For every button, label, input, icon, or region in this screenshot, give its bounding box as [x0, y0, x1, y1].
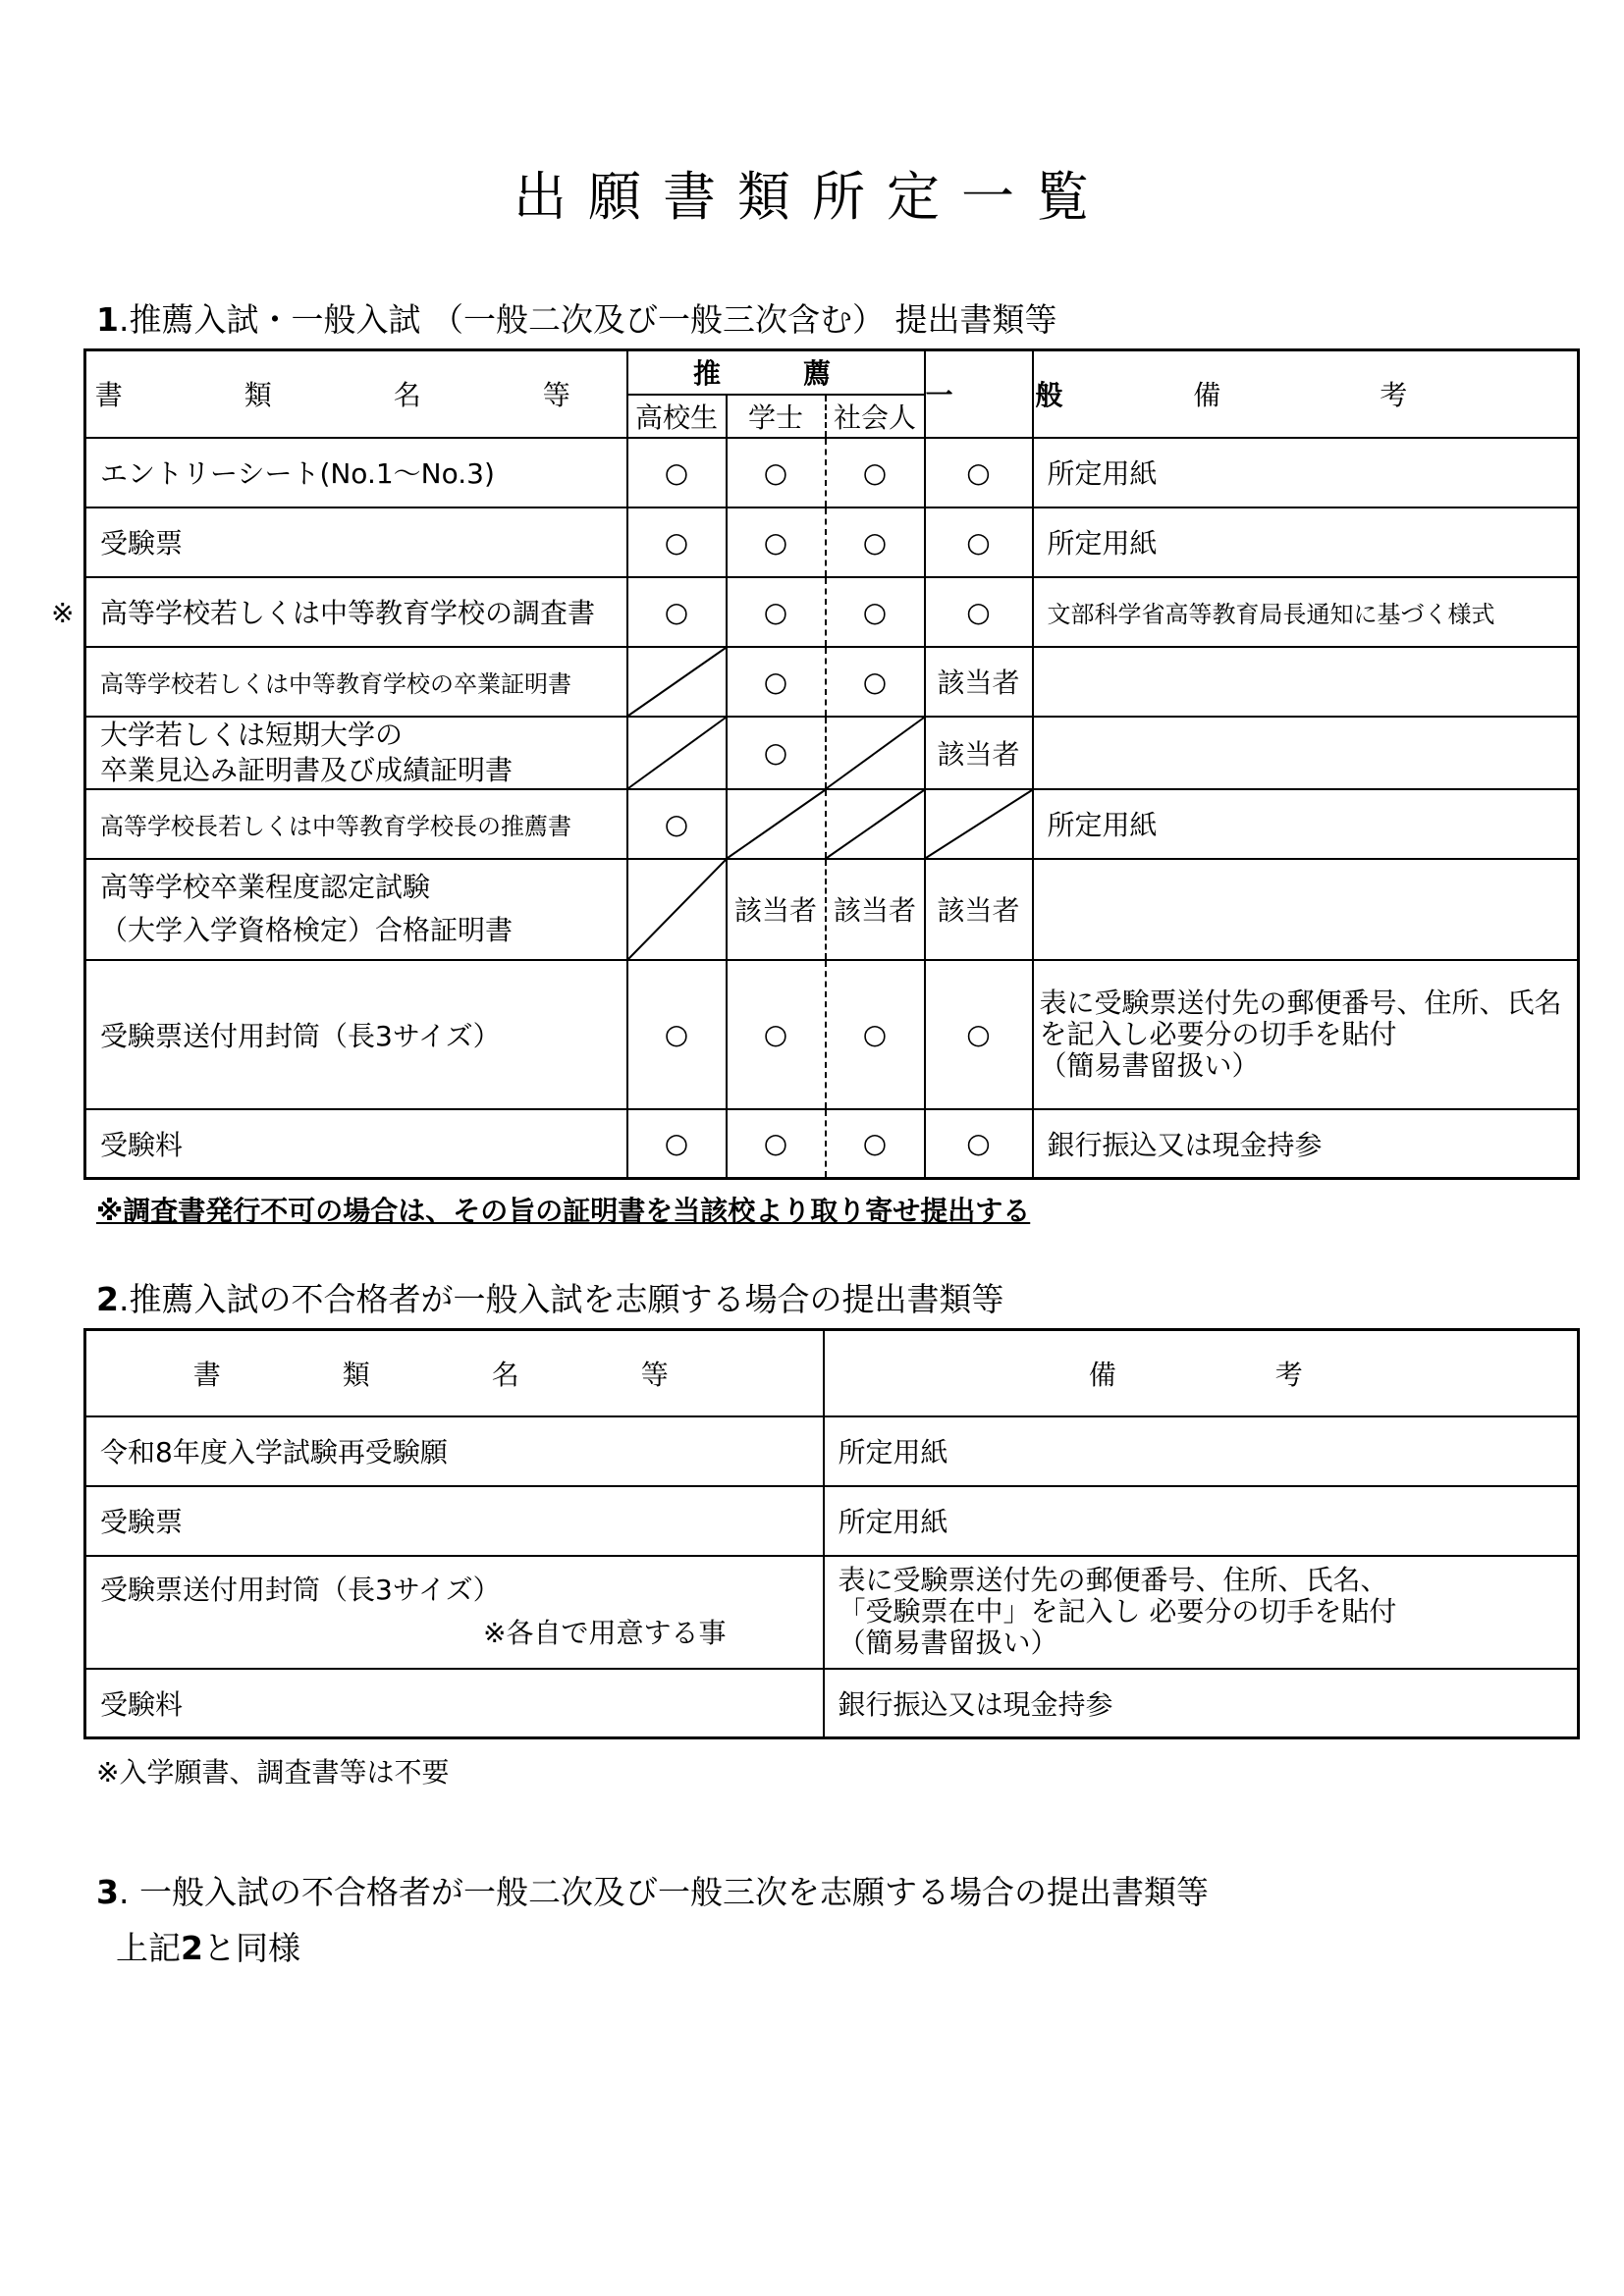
cell-ippan: 該当者 — [925, 859, 1033, 960]
table-row — [85, 1486, 1579, 1556]
section3-sub-post: と同様 — [202, 1929, 300, 1967]
cell-shakaijin: ○ — [826, 507, 925, 577]
section3-heading — [96, 1867, 1209, 1913]
cell-shakaijin-na — [826, 717, 925, 789]
remark-cell — [1033, 717, 1579, 789]
table-row — [85, 1669, 1579, 1738]
cell-gakushi-na — [727, 789, 826, 859]
cell-shakaijin-na — [826, 789, 925, 859]
header-doc-name: 書 類 名 等 — [85, 1330, 824, 1416]
cell-gakushi: ○ — [727, 577, 826, 647]
not-applicable-slash — [728, 790, 825, 858]
doc-name-cell — [85, 859, 627, 960]
section3-sub — [116, 1923, 300, 1969]
doc-name-cell: 高等学校若しくは中等教育学校の卒業証明書 — [85, 647, 627, 717]
remark-line3: （簡易書留扱い） — [1039, 1048, 1260, 1082]
section2-table — [83, 1328, 1580, 1739]
cell-koukousei: ○ — [627, 789, 727, 859]
remark-cell: 所定用紙 — [824, 1416, 1579, 1486]
not-applicable-slash — [926, 790, 1032, 858]
doc-name-cell: 受験票送付用封筒（長3サイズ） — [85, 960, 627, 1109]
doc-name-cell: 受験票 — [85, 507, 627, 577]
doc-name-cell: 受験料 — [85, 1109, 627, 1179]
table-row — [85, 1109, 1579, 1179]
cell-gakushi: ○ — [727, 717, 826, 789]
remark-line1: 表に受験票送付先の郵便番号、住所、氏名 — [1039, 986, 1562, 1019]
doc-name-line2: 卒業見込み証明書及び成績証明書 — [100, 753, 514, 786]
section1-table — [83, 348, 1580, 1180]
cell-ippan: ○ — [925, 960, 1033, 1109]
cell-gakushi: ○ — [727, 647, 826, 717]
doc-name-line1: 大学若しくは短期大学の — [100, 718, 404, 751]
cell-koukousei: ○ — [627, 438, 727, 507]
remark-cell: 所定用紙 — [824, 1486, 1579, 1556]
section2-note: ※入学願書、調査書等は不要 — [96, 1756, 450, 1789]
cell-gakushi: ○ — [727, 1109, 826, 1179]
cell-koukousei-na — [627, 717, 727, 789]
cell-koukousei: ○ — [627, 507, 727, 577]
table-row — [85, 438, 1579, 507]
not-applicable-slash — [628, 648, 726, 716]
table-row — [85, 577, 1579, 647]
remark-cell — [1033, 859, 1579, 960]
table-row — [85, 960, 1579, 1109]
doc-name-cell — [85, 1556, 824, 1669]
not-applicable-slash — [827, 718, 924, 788]
section3-sub-pre: 上記 — [116, 1929, 181, 1967]
header-gakushi: 学士 — [727, 395, 826, 438]
doc-name-cell: 高等学校長若しくは中等教育学校長の推薦書 — [85, 789, 627, 859]
doc-name-cell: エントリーシート(No.1～No.3) — [85, 438, 627, 507]
header-doc-name: 書 類 名 等 — [85, 350, 627, 438]
section1-note: ※調査書発行不可の場合は、その旨の証明書を当該校より取り寄せ提出する — [96, 1195, 1031, 1227]
remark-cell: 所定用紙 — [1033, 789, 1579, 859]
cell-koukousei-na — [627, 859, 727, 960]
cell-ippan: 該当者 — [925, 647, 1033, 717]
cell-shakaijin: ○ — [826, 1109, 925, 1179]
doc-name-cell: 受験票 — [85, 1486, 824, 1556]
doc-name-cell: 受験料 — [85, 1669, 824, 1738]
doc-name-cell: 高等学校若しくは中等教育学校の調査書 — [85, 577, 627, 647]
cell-gakushi: 該当者 — [727, 859, 826, 960]
header-koukousei: 高校生 — [627, 395, 727, 438]
remark-cell: 文部科学省高等教育局長通知に基づく様式 — [1033, 577, 1579, 647]
header-suisen: 推 薦 — [627, 350, 925, 395]
cell-shakaijin: 該当者 — [826, 859, 925, 960]
remark-cell: 銀行振込又は現金持参 — [1033, 1109, 1579, 1179]
cell-gakushi: ○ — [727, 438, 826, 507]
section3-number: 3 — [96, 1873, 119, 1911]
doc-name-line1: 高等学校卒業程度認定試験 — [100, 871, 431, 903]
doc-name-sub: ※各自で用意する事 — [483, 1617, 727, 1649]
doc-name-line1: 受験票送付用封筒（長3サイズ） — [100, 1574, 501, 1606]
cell-shakaijin: ○ — [826, 577, 925, 647]
section2-number: 2 — [96, 1280, 119, 1318]
cell-ippan: 該当者 — [925, 717, 1033, 789]
header-bikou: 備 考 — [824, 1330, 1579, 1416]
row3-asterisk: ※ — [51, 597, 75, 629]
header-ippan: 一 般 — [925, 350, 1033, 438]
doc-name-cell: 令和8年度入学試験再受験願 — [85, 1416, 824, 1486]
cell-ippan: ○ — [925, 507, 1033, 577]
cell-ippan: ○ — [925, 577, 1033, 647]
cell-shakaijin: ○ — [826, 960, 925, 1109]
cell-ippan: ○ — [925, 1109, 1033, 1179]
table-row — [85, 789, 1579, 859]
section3-sub-num: 2 — [181, 1929, 203, 1967]
section2-heading-text: .推薦入試の不合格者が一般入試を志願する場合の提出書類等 — [118, 1280, 1004, 1318]
remark-line1: 表に受験票送付先の郵便番号、住所、氏名、 — [838, 1564, 1388, 1596]
cell-gakushi: ○ — [727, 960, 826, 1109]
remark-line3: （簡易書留扱い） — [838, 1627, 1058, 1659]
doc-name-cell — [85, 717, 627, 789]
table-row — [85, 717, 1579, 789]
remark-cell — [1033, 647, 1579, 717]
section1-heading — [96, 294, 1056, 341]
table-row — [85, 647, 1579, 717]
not-applicable-slash — [827, 790, 924, 858]
section1-heading-text: .推薦入試・一般入試 （一般二次及び一般三次含む） 提出書類等 — [118, 300, 1057, 339]
section3-heading-text: . 一般入試の不合格者が一般二次及び一般三次を志願する場合の提出書類等 — [118, 1873, 1209, 1911]
cell-gakushi: ○ — [727, 507, 826, 577]
remark-cell: 所定用紙 — [1033, 507, 1579, 577]
not-applicable-slash — [628, 718, 726, 788]
remark-cell — [824, 1556, 1579, 1669]
cell-shakaijin: ○ — [826, 438, 925, 507]
not-applicable-slash — [628, 860, 726, 959]
remark-line2: 「受験票在中」を記入し 必要分の切手を貼付 — [838, 1595, 1397, 1628]
cell-koukousei: ○ — [627, 1109, 727, 1179]
table-row — [85, 859, 1579, 960]
header-shakaijin: 社会人 — [826, 395, 925, 438]
table-row — [85, 507, 1579, 577]
cell-shakaijin: ○ — [826, 647, 925, 717]
cell-koukousei-na — [627, 647, 727, 717]
header-bikou: 備 考 — [1033, 350, 1579, 438]
table-row — [85, 1556, 1579, 1669]
section1-number: 1 — [96, 300, 119, 339]
table-row — [85, 1416, 1579, 1486]
remark-cell: 所定用紙 — [1033, 438, 1579, 507]
section2-heading — [96, 1274, 1003, 1320]
remark-cell: 銀行振込又は現金持参 — [824, 1669, 1579, 1738]
remark-cell — [1033, 960, 1579, 1109]
doc-name-line2: （大学入学資格検定）合格証明書 — [100, 914, 514, 946]
page-title: 出願書類所定一覧 — [514, 166, 1110, 228]
cell-koukousei: ○ — [627, 960, 727, 1109]
cell-ippan-na — [925, 789, 1033, 859]
remark-line2: を記入し必要分の切手を貼付 — [1039, 1017, 1397, 1050]
cell-koukousei: ○ — [627, 577, 727, 647]
cell-ippan: ○ — [925, 438, 1033, 507]
